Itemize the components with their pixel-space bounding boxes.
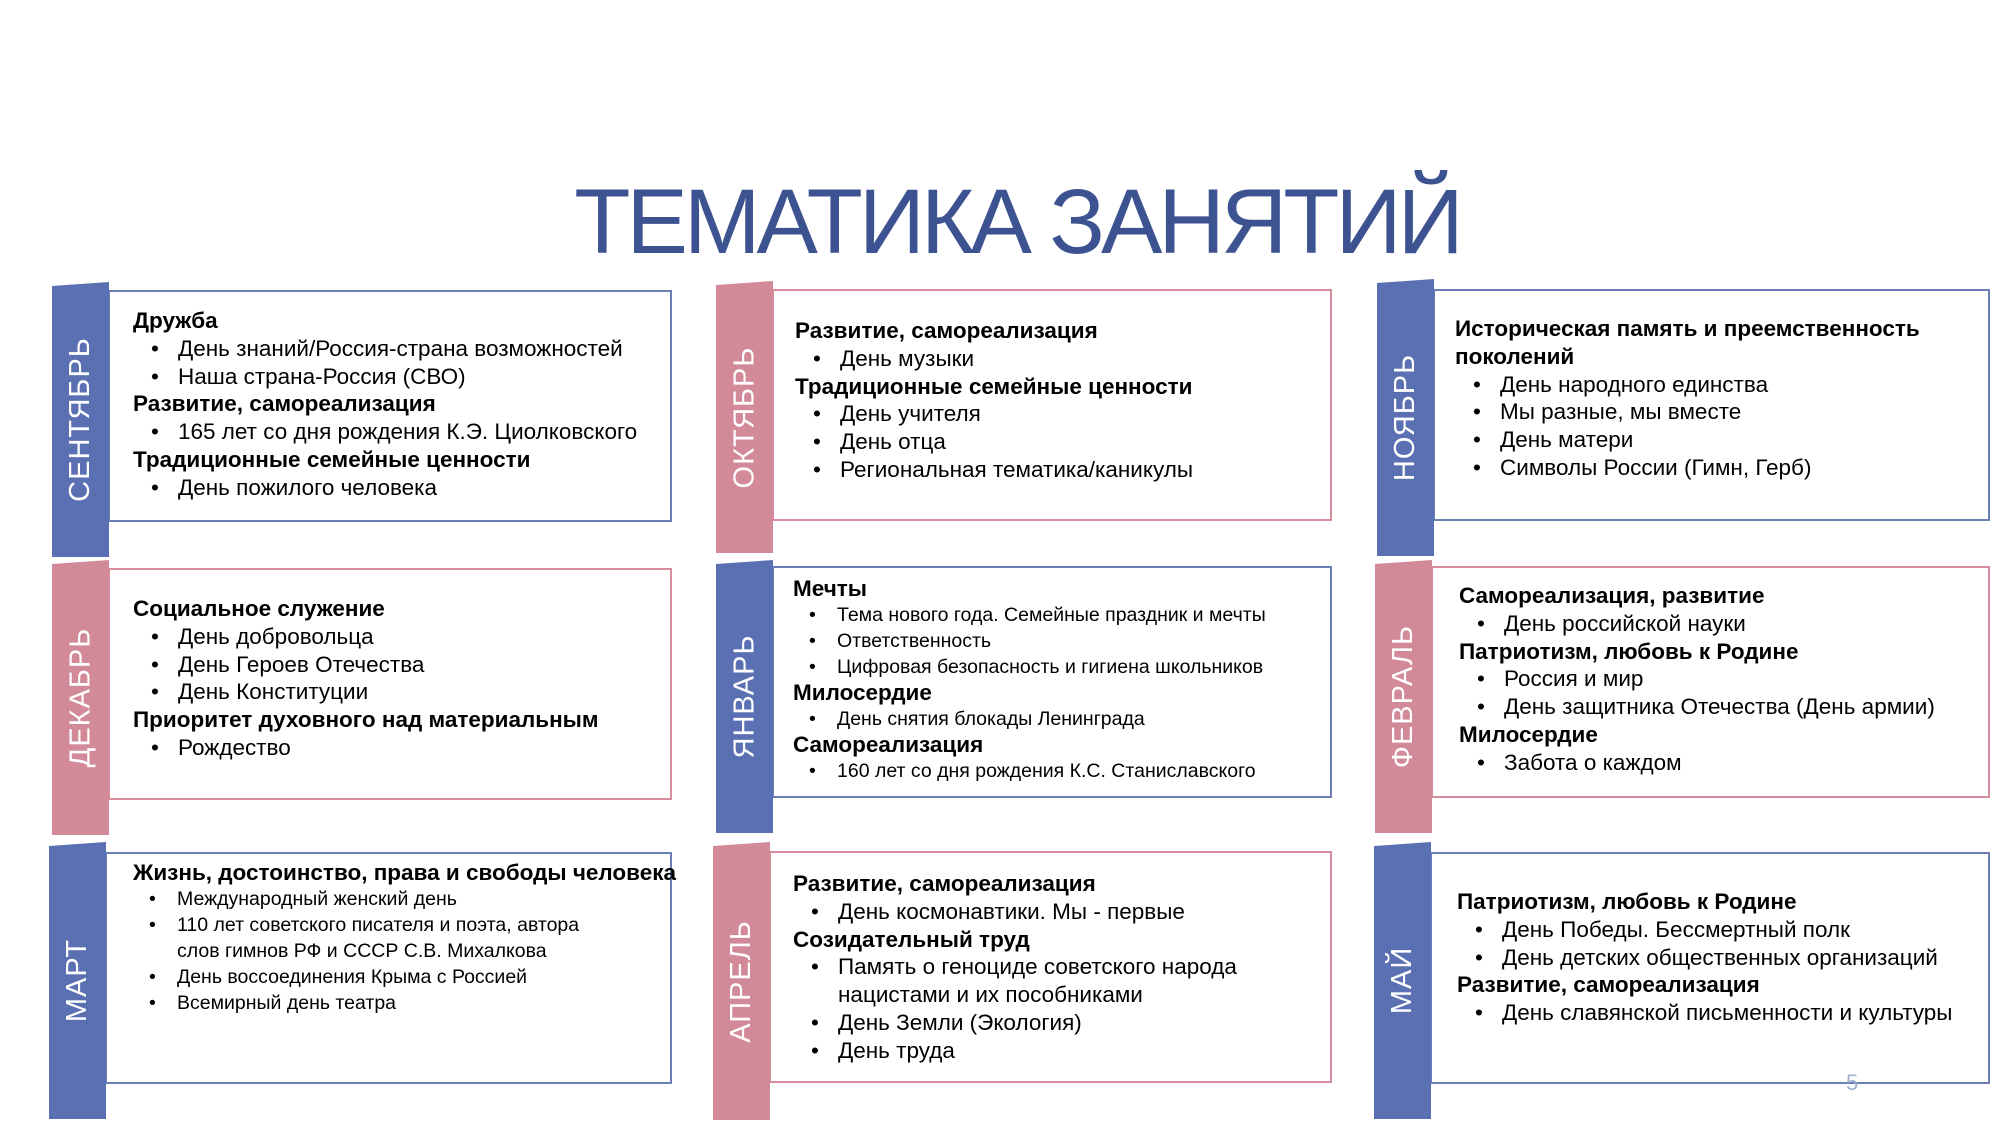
topic-item: • Мы разные, мы вместе	[1455, 398, 1920, 426]
month-card-september	[52, 282, 672, 557]
topic-heading: Жизнь, достоинство, права и свободы человека	[133, 860, 676, 885]
topics-list	[133, 860, 676, 1016]
topic-item: • День детских общественных организаций	[1457, 944, 1952, 972]
topic-heading: Самореализация, развитие	[1459, 583, 1765, 608]
topic-heading: Традиционные семейные ценности	[133, 446, 531, 472]
topic-heading: Развитие, самореализация	[133, 391, 436, 417]
topic-item: • День пожилого человека	[133, 474, 637, 502]
month-card-november	[1377, 279, 1990, 556]
topic-item: • День Земли (Экология)	[793, 1009, 1237, 1037]
topics-list	[793, 870, 1237, 1065]
topic-heading: Созидательный труд	[793, 926, 1030, 952]
topic-heading: Милосердие	[793, 680, 932, 705]
topic-item: • День музыки	[795, 345, 1193, 373]
topic-item: • Международный женский день	[133, 886, 676, 912]
topics-list	[1457, 888, 1952, 1027]
topics-list	[793, 576, 1266, 784]
topic-item: • День матери	[1455, 426, 1920, 454]
topic-item-continuation: нацистами и их пособниками	[838, 982, 1143, 1008]
month-card-december	[52, 560, 672, 835]
topic-heading: Развитие, самореализация	[795, 318, 1098, 343]
topics-list	[133, 307, 637, 502]
topic-item: • 160 лет со дня рождения К.С. Станиславского	[793, 758, 1266, 784]
topic-item: • День добровольца	[133, 623, 599, 651]
topic-item: • День Победы. Бессмертный полк	[1457, 916, 1952, 944]
topic-item: • День Героев Отечества	[133, 651, 599, 679]
topic-heading: поколений	[1455, 343, 1575, 369]
month-label: СЕНТЯБРЬ	[64, 337, 96, 502]
topic-item-continuation: слов гимнов РФ и СССР С.В. Михалкова	[177, 940, 547, 962]
topic-heading: Милосердие	[1459, 721, 1598, 747]
month-label: ЯНВАРЬ	[728, 634, 761, 759]
topics-list	[1459, 582, 1935, 777]
topic-item: • День народного единства	[1455, 371, 1920, 399]
month-card-october	[716, 281, 1332, 553]
topic-item: • Россия и мир	[1459, 665, 1935, 693]
topic-item: • День космонавтики. Мы - первые	[793, 898, 1237, 926]
topic-heading: Историческая память и преемственность	[1455, 316, 1920, 341]
month-label: МАРТ	[61, 938, 94, 1023]
month-label: НОЯБРЬ	[1389, 353, 1421, 482]
topic-item: • День славянской письменности и культуры	[1457, 999, 1952, 1027]
month-card-april	[713, 842, 1332, 1120]
topic-item: • День учителя	[795, 400, 1193, 428]
topic-item: • День российской науки	[1459, 610, 1935, 638]
month-card-march	[49, 842, 676, 1119]
topic-item: • День снятия блокады Ленинграда	[793, 706, 1266, 732]
topic-item: • Цифровая безопасность и гигиена школьников	[793, 654, 1266, 680]
topic-heading: Патриотизм, любовь к Родине	[1459, 638, 1799, 664]
topic-heading: Мечты	[793, 576, 867, 601]
month-label: МАЙ	[1386, 946, 1418, 1015]
topic-heading: Дружба	[133, 308, 218, 333]
month-label: ОКТЯБРЬ	[728, 346, 761, 488]
topic-item: • День воссоединения Крыма с Россией	[133, 964, 676, 990]
topic-heading: Патриотизм, любовь к Родине	[1457, 889, 1797, 914]
topic-item: • День знаний/Россия-страна возможностей	[133, 335, 637, 363]
topic-item: • День труда	[793, 1037, 1237, 1065]
topic-item: • День защитника Отечества (День армии)	[1459, 693, 1935, 721]
topics-list	[133, 595, 599, 762]
month-label: ДЕКАБРЬ	[64, 627, 96, 768]
topic-item: • Наша страна-Россия (СВО)	[133, 363, 637, 391]
topic-item: • Память о геноциде советского народа	[793, 953, 1237, 981]
topic-heading: Развитие, самореализация	[793, 871, 1096, 896]
month-card-february	[1375, 560, 1990, 833]
topic-heading: Самореализация	[793, 732, 984, 757]
topic-item: • Тема нового года. Семейные праздник и мечты	[793, 602, 1266, 628]
month-card-may	[1374, 842, 1990, 1119]
topic-item: • День Конституции	[133, 678, 599, 706]
topic-item: • Ответственность	[793, 628, 1266, 654]
page-title: ТЕМАТИКА ЗАНЯТИЙ	[574, 171, 1460, 273]
page-number: 5	[1846, 1070, 1859, 1095]
topic-item: • Забота о каждом	[1459, 749, 1935, 777]
topic-item: • Региональная тематика/каникулы	[795, 456, 1193, 484]
topic-item: • 110 лет советского писателя и поэта, автора	[133, 912, 676, 938]
topic-item: • Рождество	[133, 734, 599, 762]
month-label: АПРЕЛЬ	[725, 919, 758, 1043]
topic-heading: Социальное служение	[133, 596, 385, 621]
topics-list	[795, 317, 1193, 484]
topics-list	[1455, 315, 1920, 482]
topic-item: • 165 лет со дня рождения К.Э. Циолковского	[133, 418, 637, 446]
topic-item: • Символы России (Гимн, Герб)	[1455, 454, 1920, 482]
topic-heading: Традиционные семейные ценности	[795, 373, 1193, 399]
topic-item: • Всемирный день театра	[133, 990, 676, 1016]
month-label: ФЕВРАЛЬ	[1387, 624, 1419, 769]
topic-heading: Приоритет духовного над материальным	[133, 707, 599, 733]
topic-heading: Развитие, самореализация	[1457, 972, 1760, 998]
topic-item: • День отца	[795, 428, 1193, 456]
month-card-january	[716, 560, 1332, 833]
